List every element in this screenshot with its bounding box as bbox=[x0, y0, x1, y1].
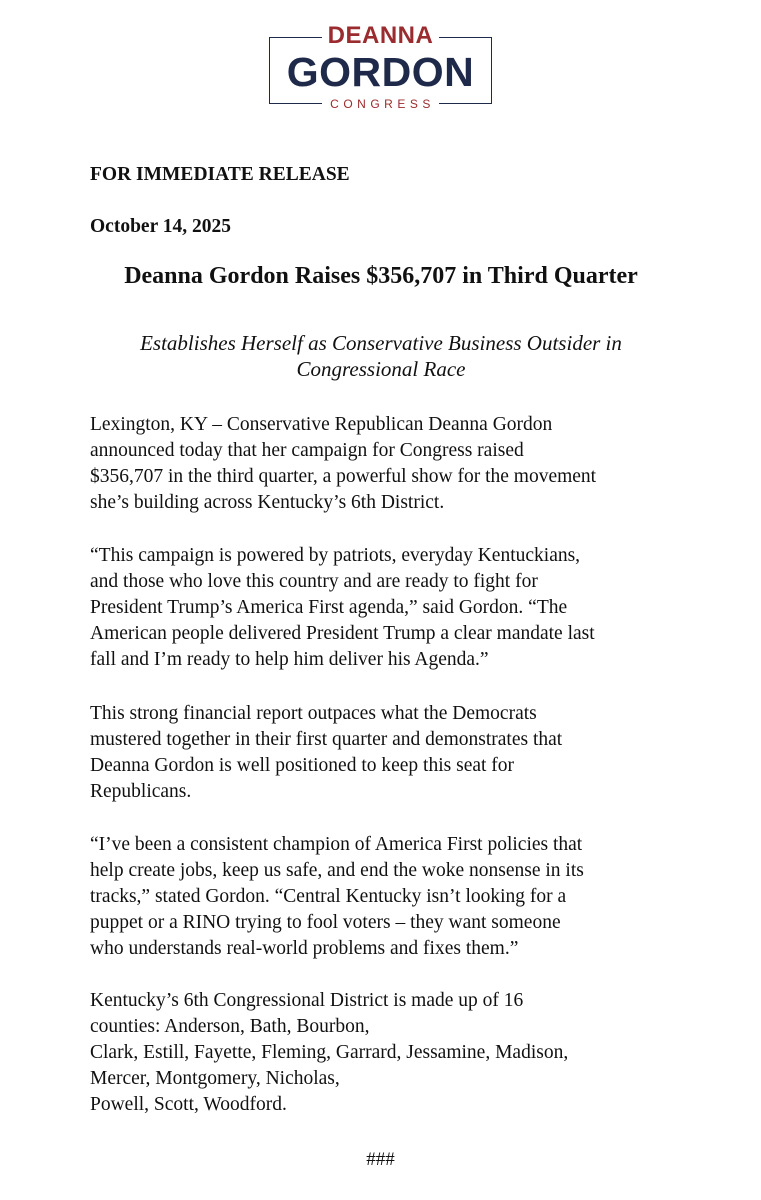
paragraph-line: puppet or a RINO trying to fool voters – they want someone bbox=[90, 912, 561, 933]
subheadline: Establishes Herself as Conservative Business Outsider in Congressional Race bbox=[140, 331, 622, 381]
paragraph-line: President Trump’s America First agenda,” said Gordon. “The bbox=[90, 597, 568, 618]
paragraph-line: Lexington, KY – Conservative Republican Deanna Gordon bbox=[90, 414, 553, 435]
paragraph-line: Powell, Scott, Woodford. bbox=[90, 1094, 287, 1115]
paragraph-line: Mercer, Montgomery, Nicholas, bbox=[90, 1068, 340, 1089]
paragraph-line: “I’ve been a consistent champion of America First policies that bbox=[90, 834, 583, 855]
headline: Deanna Gordon Raises $356,707 in Third Quarter bbox=[124, 263, 638, 289]
logo-congress: CONGRESS bbox=[322, 97, 439, 111]
paragraph-line: she’s building across Kentucky’s 6th District. bbox=[90, 492, 445, 513]
paragraph-financial-report bbox=[90, 701, 690, 805]
paragraph-line: who understands real-world problems and fixes them.” bbox=[90, 938, 519, 959]
paragraph-line: fall and I’m ready to help him deliver his Agenda.” bbox=[90, 649, 489, 670]
paragraph-line: Republicans. bbox=[90, 781, 192, 802]
paragraph-line: American people delivered President Trump a clear mandate last bbox=[90, 623, 595, 644]
paragraph-quote-1 bbox=[90, 543, 690, 673]
paragraph-quote-2 bbox=[90, 832, 690, 962]
paragraph-line: Clark, Estill, Fayette, Fleming, Garrard, Jessamine, Madison, bbox=[90, 1042, 569, 1063]
paragraph-district bbox=[90, 988, 690, 1118]
paragraph-line: counties: Anderson, Bath, Bourbon, bbox=[90, 1016, 370, 1037]
paragraph-line: Deanna Gordon is well positioned to keep this seat for bbox=[90, 755, 515, 776]
campaign-logo bbox=[269, 22, 492, 111]
paragraph-line: tracks,” stated Gordon. “Central Kentucky isn’t looking for a bbox=[90, 886, 567, 907]
paragraph-line: and those who love this country and are ready to fight for bbox=[90, 571, 538, 592]
paragraph-line: This strong financial report outpaces what the Democrats bbox=[90, 703, 537, 724]
end-mark: ### bbox=[366, 1149, 395, 1170]
logo-first-name: DEANNA bbox=[322, 22, 440, 49]
paragraph-line: help create jobs, keep us safe, and end the woke nonsense in its bbox=[90, 860, 584, 881]
paragraph-line: announced today that her campaign for Congress raised bbox=[90, 440, 524, 461]
logo-last-name: GORDON bbox=[286, 49, 475, 95]
paragraph-line: mustered together in their first quarter and demonstrates that bbox=[90, 729, 563, 750]
paragraph-line: Kentucky’s 6th Congressional District is made up of 16 bbox=[90, 990, 524, 1011]
release-label: FOR IMMEDIATE RELEASE bbox=[90, 164, 350, 185]
release-date: October 14, 2025 bbox=[90, 216, 231, 237]
paragraph-line: $356,707 in the third quarter, a powerful show for the movement bbox=[90, 466, 597, 487]
paragraph-line: “This campaign is powered by patriots, everyday Kentuckians, bbox=[90, 545, 581, 566]
paragraph-announcement bbox=[90, 412, 690, 516]
